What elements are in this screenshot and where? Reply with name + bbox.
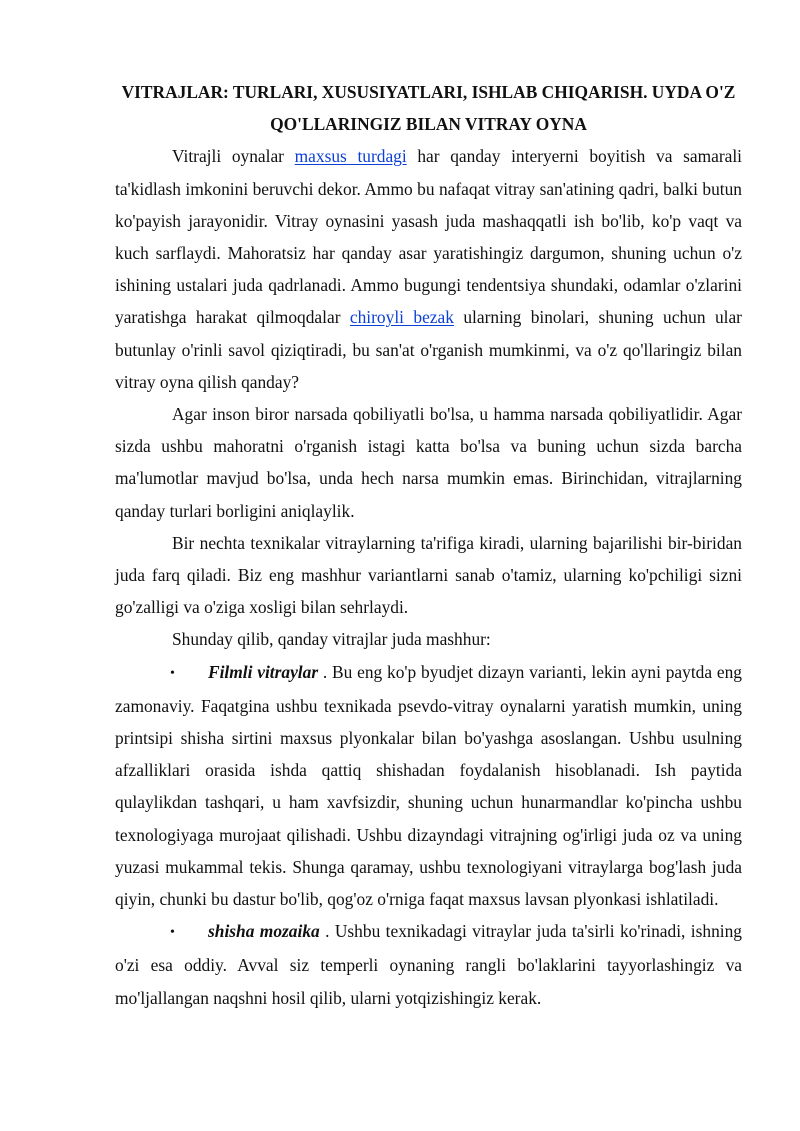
bullet-icon: • — [170, 665, 175, 681]
paragraph-text: ularning binolari, shuning uchun ular butunlay o'rinli savol qiziqtiradi, bu san'at o'rganish mumkinmi, va o'z qo'llaringiz bilan vitray oyna qilish qanday? — [115, 307, 742, 392]
bullet-term: Filmli vitraylar — [208, 661, 319, 682]
bullet-text: . Ushbu texnikadagi vitraylar juda ta'sirli ko'rinadi, ishning o'zi esa oddiy. Avval siz temperli oynaning rangli bo'laklarini tayyorlashingiz va mo'ljallangan naqshni hosil qilib, ularni yotqizishingiz kerak. — [115, 921, 742, 1008]
document-title: VITRAJLAR: TURLARI, XUSUSIYATLARI, ISHLAB CHIQARISH. UYDA O'Z QO'LLARINGIZ BILAN VITRAY OYNA — [121, 82, 736, 135]
link-chiroyli-bezak[interactable]: chiroyli bezak — [349, 307, 454, 328]
paragraph-ability: Agar inson biror narsada qobiliyatli bo'lsa, u hamma narsada qobiliyatlidir. Agar sizda ushbu mahoratni o'rganish istagi katta bo'lsa va buning uchun sizda barcha ma'lumotlar mavjud bo'lsa, unda hech narsa mumkin emas. Birinchidan, vitrajlarning qanday turlari borligini aniqlaylik. — [115, 404, 742, 521]
link-maxsus-turdagi[interactable]: maxsus turdagi — [294, 146, 407, 167]
paragraph-techniques: Bir nechta texnikalar vitraylarning ta'rifiga kiradi, ularning bajarilishi bir-biridan juda farq qiladi. Biz eng mashhur variantlarni sanab o'tamiz, ularning ko'pchiligi sizni go'zalligi va o'ziga xosligi bilan sehrlaydi. — [115, 532, 742, 618]
list-item-mosaic — [115, 915, 742, 1014]
bullet-icon: • — [170, 925, 175, 941]
bullet-text: . Bu eng ko'p byudjet dizayn varianti, lekin ayni paytda eng zamonaviy. Faqatgina ushbu texnikada psevdo-vitray oynalarni yaratish mumkin, uning printsipi shisha sirtini maxsus plyonkalar bilan bo'yashga asoslangan. Ushbu usulning afzalliklari orasida ishda qattiq shishadan foydalanish hisoblanadi. Ish paytida qulaylikdan tashqari, u ham xavfsizdir, shuning uchun hunarmandlar ko'pincha ushbu texnologiyaga murojaat qilishadi. Ushbu dizayndagi vitrajning og'irligi juda oz va uning yuzasi mukammal tekis. Shunga qaramay, ushbu texnologiyani vitraylarga bog'lash juda qiyin, chunki bu dastur bo'lib, qog'oz o'rniga faqat maxsus lavsan plyonkasi ishlatiladi. — [115, 661, 742, 910]
paragraph-text: Vitrajli oynalar — [172, 146, 295, 167]
paragraph-intro — [115, 140, 742, 398]
document-page — [115, 76, 742, 1014]
paragraph-text: har qanday interyerni boyitish va samarali ta'kidlash imkonini beruvchi dekor. Ammo bu nafaqat vitray san'atining qadri, balki butun ko'payish jarayonidir. Vitray oynasini yasash juda mashaqqatli ish bo'lib, ko'p vaqt va kuch sarflaydi. Mahoratsiz har qanday asar yaratishingiz dargumon, shuning uchun o'z ishining ustalari juda qadrlanadi. Ammo bugungi tendentsiya shundaki, odamlar o'zlarini yaratishga harakat qilmoqdalar — [115, 146, 742, 328]
list-item-film — [115, 656, 742, 916]
bullet-term: shisha mozaika — [208, 921, 320, 942]
paragraph-popular: Shunday qilib, qanday vitrajlar juda mashhur: — [172, 629, 491, 650]
